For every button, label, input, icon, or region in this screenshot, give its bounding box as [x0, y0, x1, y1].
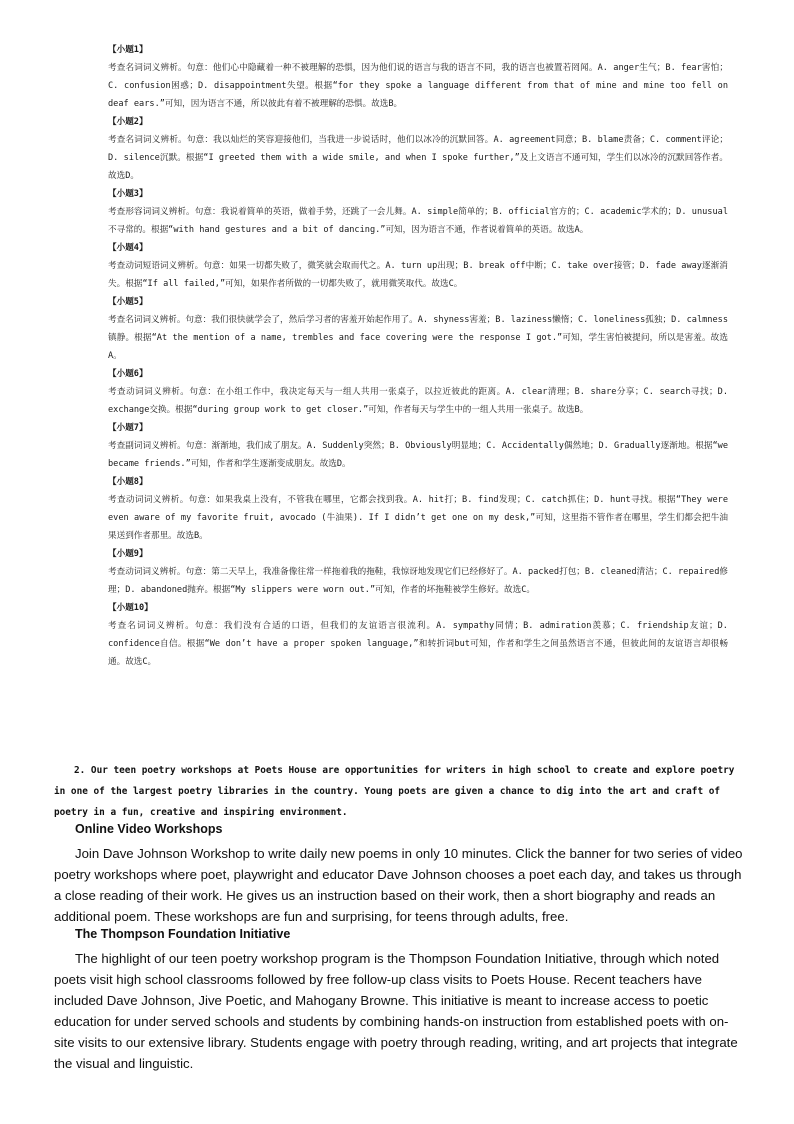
answer-label: 【小题7】 [108, 423, 148, 433]
answer-item [108, 365, 728, 419]
answer-item [108, 599, 728, 671]
answer-explanation: 考查动词词义辨析。句意：在小组工作中，我决定每天与一组人共用一张桌子，以拉近彼此的距离。A. clear清理；B. share分享；C. search寻找；D. exchange交换。根据“during group work to get closer.”可知，作者每天与学生中的一组人共用一张桌子。故选B。 [108, 387, 728, 415]
answer-label: 【小题9】 [108, 549, 148, 559]
section-heading-online-video-workshops: Online Video Workshops [75, 822, 223, 836]
answer-item [108, 419, 728, 473]
answer-item [108, 185, 728, 239]
answer-explanation: 考查名词词义辨析。句意：我们没有合适的口语，但我们的友谊语言很流利。A. sympathy同情；B. admiration羡慕；C. friendship友谊；D. confidence自信。根据“We don’t have a proper spoken language,”和转折词but可知，作者和学生之间虽然语言不通，但彼此间的友谊语言却很畅通。故选C。 [108, 621, 728, 667]
paragraph-online-video-workshops: Join Dave Johnson Workshop to write daily new poems in only 10 minutes. Click the banner for two series of video poetry workshops where poet, playwright and educator Dave Johnson chooses a poet each day, and takes us through a close reading of their work. He gives us an instruction based on their work, then a short biography and reads an additional poem. These workshops are fun and surprising, for teens through adults, free. [54, 846, 743, 924]
section-heading-thompson-foundation: The Thompson Foundation Initiative [75, 927, 291, 941]
answer-label: 【小题5】 [108, 297, 148, 307]
answer-explanation: 考查动词词义辨析。句意：如果我桌上没有，不管我在哪里，它都会找到我。A. hit打；B. find发现；C. catch抓住；D. hunt寻找。根据“They were even aware of my favorite fruit, avocado (牛油果). If I didn’t get one on my desk,”可知，这里指不管作者在哪里，学生们都会把牛油果送到作者那里。故选B。 [108, 495, 728, 541]
answer-item [108, 113, 728, 185]
answer-explanation: 考查名词词义辨析。句意：他们心中隐藏着一种不被理解的恐惧，因为他们说的语言与我的语言不同，我的语言也被置若罔闻。A. anger生气；B. fear害怕；C. confusion困惑；D. disappointment失望。根据“for they spoke a language different from that of mine and mine too fell on deaf ears.”可知，因为语言不通，所以彼此有着不被理解的恐惧。故选B。 [108, 63, 728, 109]
answer-label: 【小题3】 [108, 189, 148, 199]
answer-item [108, 545, 728, 599]
answer-explanation: 考查动词词义辨析。句意：第二天早上，我准备像往常一样拖着我的拖鞋，我惊讶地发现它们已经修好了。A. packed打包；B. cleaned清洁；C. repaired修理；D. abandoned抛弃。根据“My slippers were worn out.”可知，作者的坏拖鞋被学生修好。故选C。 [108, 567, 728, 595]
answer-label: 【小题8】 [108, 477, 148, 487]
answer-label: 【小题1】 [108, 45, 148, 55]
answer-explanation: 考查名词词义辨析。句意：我们很快就学会了，然后学习者的害羞开始起作用了。A. shyness害羞；B. laziness懒惰；C. loneliness孤独；D. calmness镇静。根据“At the mention of a name, trembles and face covering were the response I got.”可知，学生害怕被提问，所以是害羞。故选A。 [108, 315, 728, 361]
answer-label: 【小题4】 [108, 243, 148, 253]
answer-explanation: 考查副词词义辨析。句意：渐渐地，我们成了朋友。A. Suddenly突然；B. Obviously明显地；C. Accidentally偶然地；D. Gradually逐渐地。根据“we became friends.”可知，作者和学生逐渐变成朋友。故选D。 [108, 441, 728, 469]
answer-label: 【小题2】 [108, 117, 148, 127]
paragraph-thompson-foundation: The highlight of our teen poetry workshop program is the Thompson Foundation Initiative, through which noted poets visit high school classrooms followed by free follow-up class visits to Poets House. Recent teachers have included Dave Johnson, Jive Poetic, and Mahogany Browne. This initiative is meant to increase access to poetic education for under served schools and students by combining hands-on instruction from established poets with on-site visits to our extensive library. Students engage with poetry through reading, writing, and art projects that integrate the visual and linguistic. [54, 951, 738, 1071]
answer-label: 【小题6】 [108, 369, 148, 379]
answer-explanation: 考查名词词义辨析。句意：我以灿烂的笑容迎接他们，当我进一步说话时，他们以冰冷的沉默回答。A. agreement同意；B. blame责备；C. comment评论；D. silence沉默。根据“I greeted them with a wide smile, and when I spoke further,”及上文语言不通可知，学生们以冰冷的沉默回答作者。故选D。 [108, 135, 728, 181]
passage-intro: 2. Our teen poetry workshops at Poets House are opportunities for writers in high school to create and explore poetry in one of the largest poetry libraries in the country. Young poets are given a chance to dig into the art and craft of poetry in a fun, creative and inspiring environment. [54, 765, 735, 818]
answer-key [108, 41, 728, 671]
answer-item [108, 293, 728, 365]
answer-item [108, 41, 728, 113]
answer-item [108, 239, 728, 293]
answer-item [108, 473, 728, 545]
answer-explanation: 考查形容词词义辨析。句意：我说着简单的英语，做着手势，还跳了一会儿舞。A. simple简单的；B. official官方的；C. academic学术的；D. unusual不寻常的。根据“with hand gestures and a bit of dancing.”可知，因为语言不通，作者说着简单的英语。故选A。 [108, 207, 728, 235]
answer-label: 【小题10】 [108, 603, 153, 613]
answer-explanation: 考查动词短语词义辨析。句意：如果一切都失败了，微笑就会取而代之。A. turn up出现；B. break off中断；C. take over接管；D. fade away逐渐消失。根据“If all failed,”可知，如果作者所做的一切都失败了，就用微笑取代。故选C。 [108, 261, 728, 289]
